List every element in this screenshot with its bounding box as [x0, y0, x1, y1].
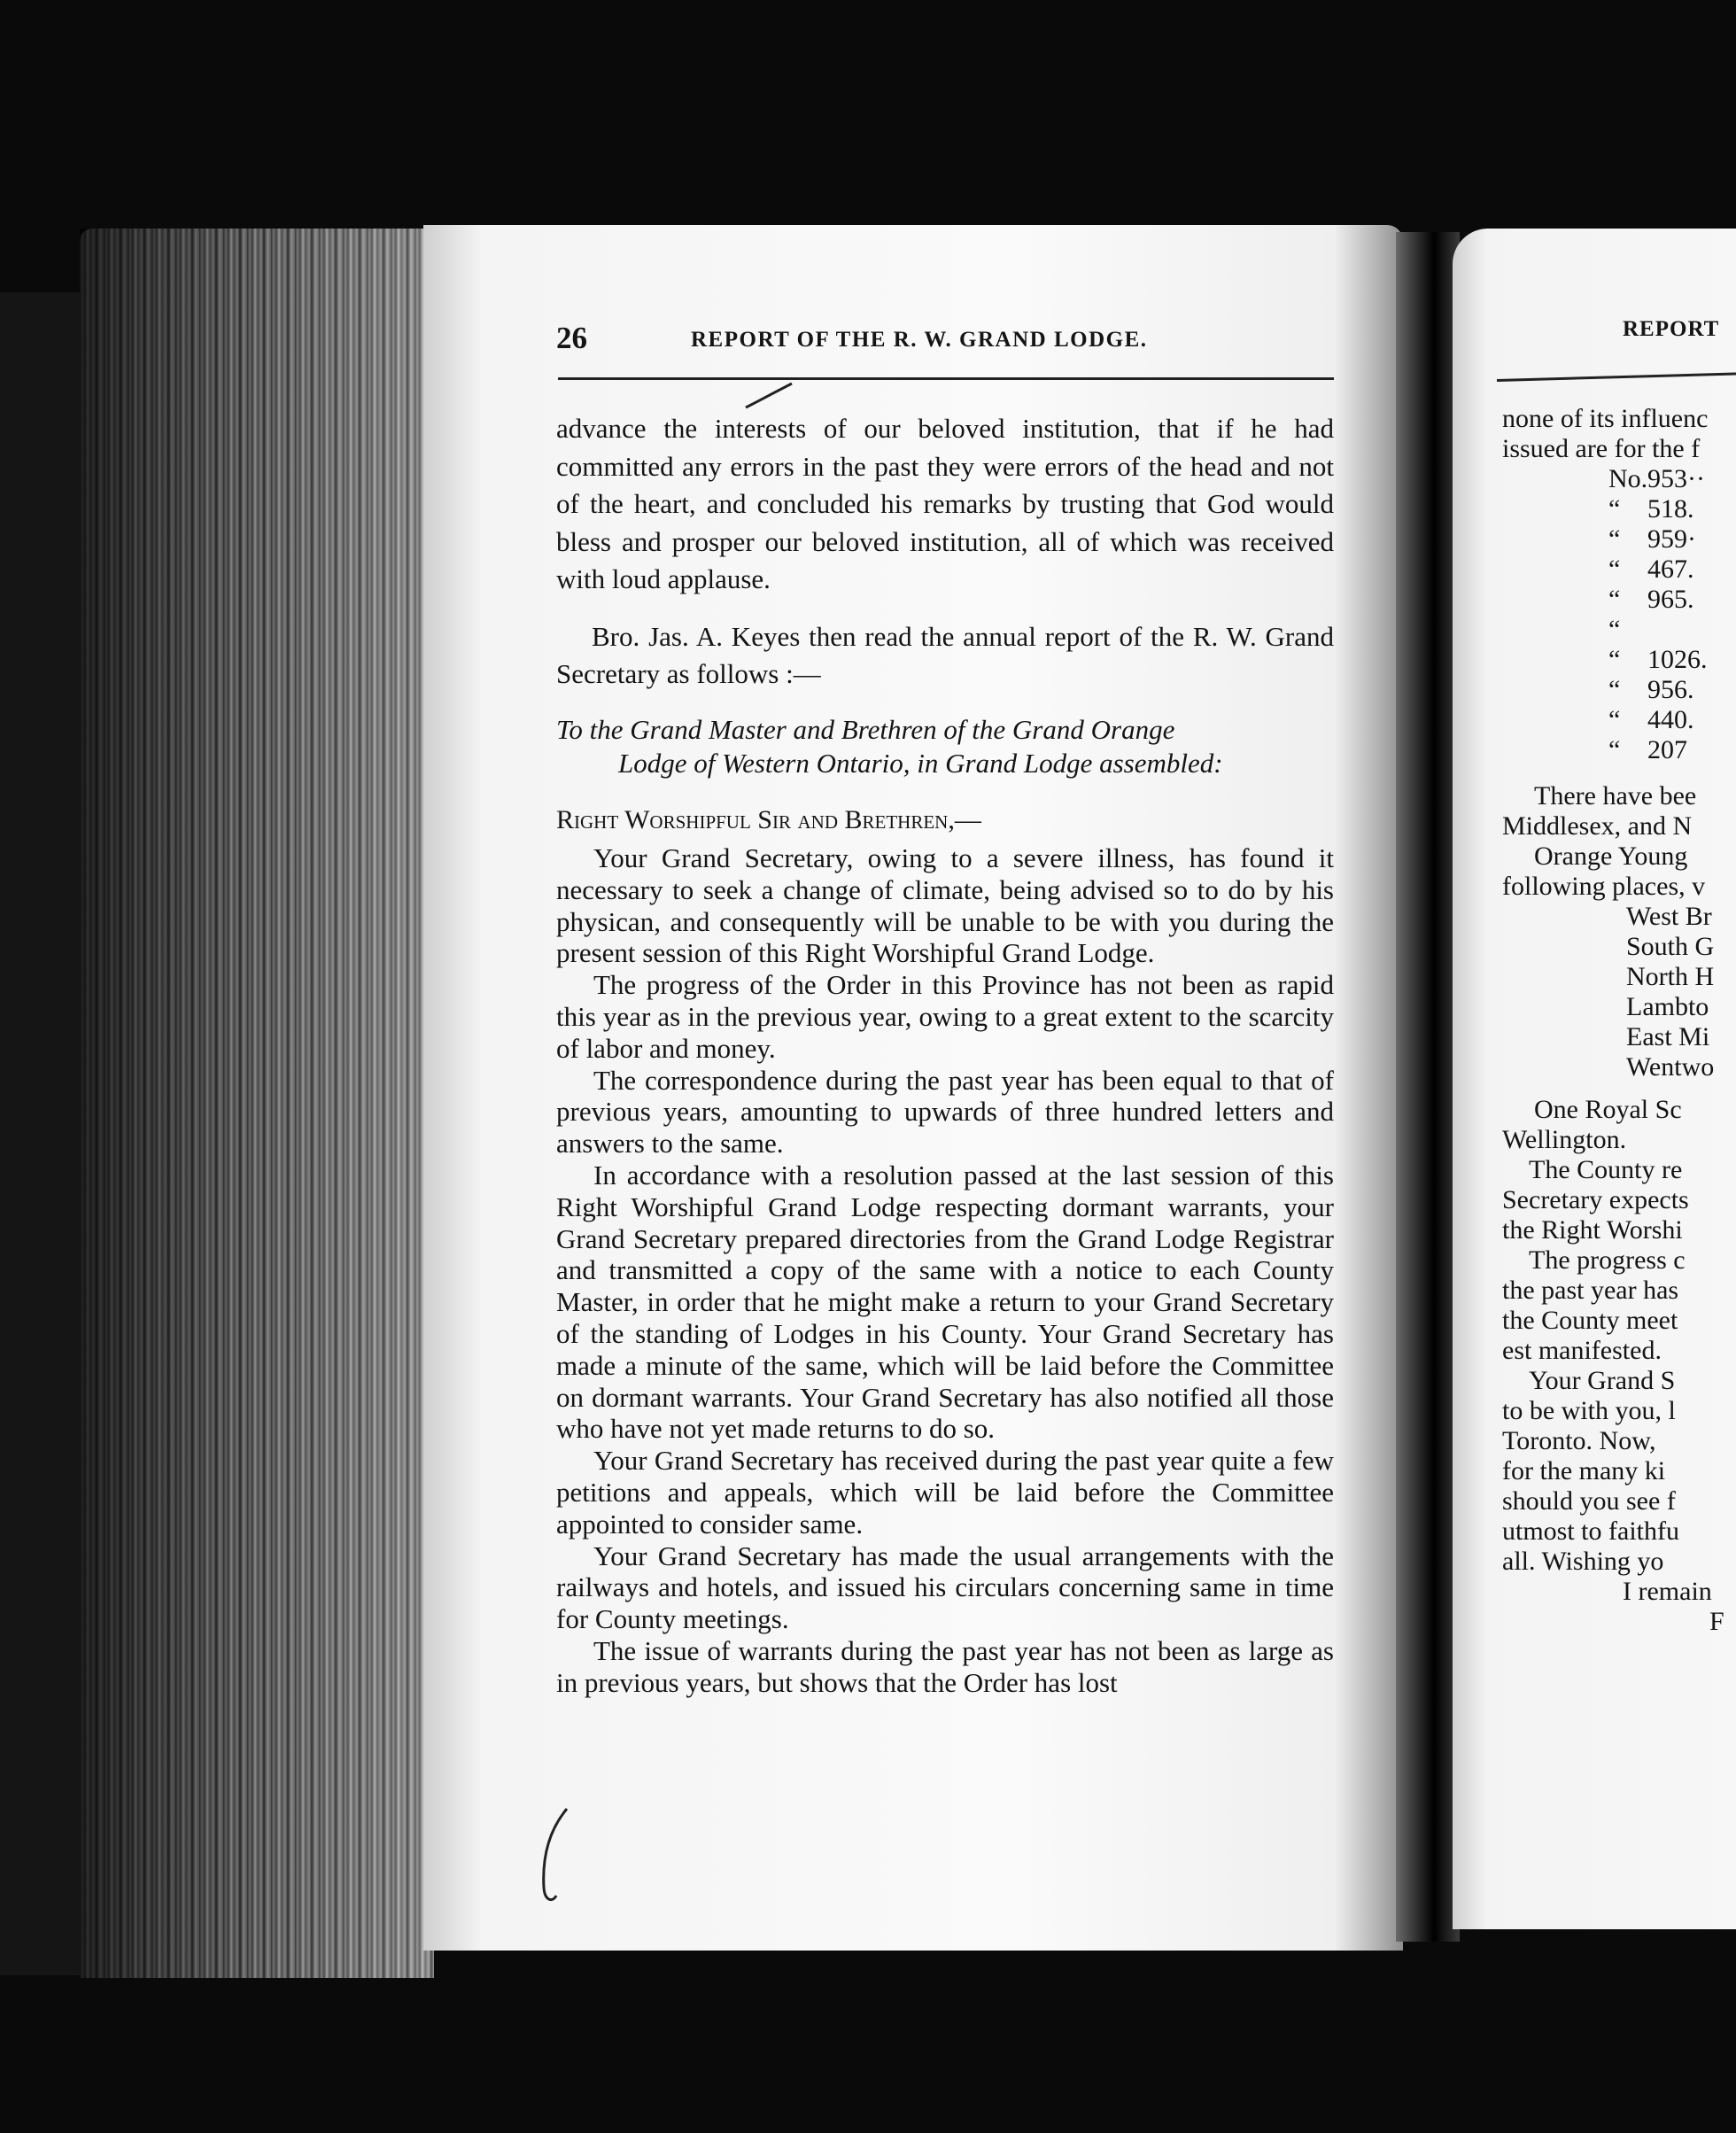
pen-hook-icon [537, 1803, 572, 1910]
address-lines [556, 713, 1334, 780]
right-line: none of its influenc [1502, 404, 1709, 433]
left-page-text [556, 410, 1334, 1699]
illness-paragraph: Your Grand Secretary, owing to a severe illness, has found it necessary to seek a change of climate, being advised so to do by his physican, and consequently will be unable to be with you during the present session of this Right Worshipful Grand Lodge. [556, 842, 1334, 969]
right-line: should you see f [1502, 1486, 1676, 1516]
right-line: the Right Worshi [1502, 1215, 1683, 1245]
right-line: The progress c [1529, 1245, 1686, 1275]
warrant-item: “ 965. [1608, 585, 1694, 614]
right-line: Toronto. Now, [1502, 1426, 1656, 1455]
place-item: East Mi [1626, 1022, 1710, 1051]
warrant-item: “ [1608, 615, 1621, 644]
place-item: Lambto [1626, 992, 1709, 1021]
resolution-paragraph: In accordance with a resolution passed at the last session of this Right Worshipful Grand Lodge respecting dormant warrants, your Grand Secretary prepared directories from the Grand Lodge Registrar and transmitted a copy of the same with a notice to each County Master, in order that he might make a return to your Grand Secretary of the standing of Lodges in his County. Your Grand Secretary has made a minute of the same, which will be laid before the Committee on dormant warrants. Your Grand Secretary has also notified all those who have not yet made returns to do so. [556, 1159, 1334, 1445]
right-line: Orange Young [1534, 842, 1688, 871]
right-line: for the many ki [1502, 1456, 1666, 1485]
warrant-item: No.953·· [1608, 464, 1705, 493]
address-line-1: To the Grand Master and Brethren of the Grand Orange [556, 713, 1175, 745]
right-line: the past year has [1502, 1276, 1679, 1305]
right-line: Secretary expects [1502, 1185, 1689, 1214]
page-number: 26 [556, 321, 587, 355]
warrant-item: “ 959· [1608, 524, 1696, 554]
right-line: to be with you, l [1502, 1396, 1676, 1425]
correspondence-paragraph: The correspondence during the past year has been equal to that of previous years, amounting to upwards of three hundred letters and answers to the same. [556, 1064, 1334, 1160]
header-rule [558, 377, 1334, 380]
warrant-item: “ 207 [1608, 735, 1687, 764]
right-line: following places, v [1502, 872, 1706, 901]
arrangements-paragraph: Your Grand Secretary has made the usual arrangements with the railways and hotels, and issued his circulars concerning same in time for County meetings. [556, 1540, 1334, 1635]
keyes-paragraph: Bro. Jas. A. Keyes then read the annual report of the R. W. Grand Secretary as follows :— [556, 620, 1334, 689]
warrant-item: “ 467. [1608, 555, 1694, 584]
running-head-title: REPORT OF THE R. W. GRAND LODGE. [691, 328, 1148, 352]
right-line: Middlesex, and N [1502, 811, 1693, 841]
place-item: North H [1626, 962, 1715, 991]
progress-paragraph: The progress of the Order in this Province has not been as rapid this year as in the previous year, owing to a great extent to the scarcity of labor and money. [556, 969, 1334, 1064]
right-line: Your Grand S [1529, 1366, 1676, 1395]
right-line: the County meet [1502, 1306, 1678, 1335]
right-line: issued are for the f [1502, 434, 1701, 463]
address-line-2: Lodge of Western Ontario, in Grand Lodge assembled: [618, 747, 1223, 779]
warrant-item: “ 1026. [1608, 645, 1708, 674]
place-item: South G [1626, 932, 1715, 961]
right-line: est manifested. [1502, 1336, 1662, 1365]
right-line: I remain [1623, 1577, 1712, 1606]
right-line: There have bee [1534, 781, 1697, 811]
left-running-head [556, 321, 1336, 365]
place-item: West Br [1626, 902, 1712, 931]
book-shadow [0, 292, 80, 1975]
right-running-head: REPORT [1623, 317, 1720, 341]
pen-mark-icon [742, 381, 795, 411]
right-line: utmost to faithfu [1502, 1516, 1679, 1546]
right-line: all. Wishing yo [1502, 1547, 1664, 1576]
right-line: F [1709, 1607, 1724, 1636]
right-line: Wellington. [1502, 1125, 1627, 1154]
petitions-paragraph: Your Grand Secretary has received during the past year quite a few petitions and appeals, which will be laid before the Committee appointed to consider same. [556, 1445, 1334, 1540]
warrant-item: “ 518. [1608, 494, 1694, 524]
place-item: Wentwo [1626, 1052, 1715, 1082]
right-line: One Royal Sc [1534, 1095, 1682, 1124]
right-page-text [1502, 404, 1736, 1637]
warrant-item: “ 956. [1608, 675, 1694, 704]
warrant-item: “ 440. [1608, 705, 1694, 734]
right-line: The County re [1529, 1155, 1683, 1184]
greeting: Right Worshipful Sir and Brethren,— [556, 804, 981, 834]
book-gutter [1396, 232, 1460, 1942]
warrants-paragraph: The issue of warrants during the past year has not been as large as in previous years, but shows that the Order has lost [556, 1634, 1334, 1698]
page-edges [80, 229, 434, 1978]
continuation-paragraph: advance the interests of our beloved institution, that if he had committed any errors in the past they were errors of the head and not of the heart, and concluded his remarks by trusting that God would bless and prosper our beloved institution, all of which was received with loud applause. [556, 413, 1334, 594]
